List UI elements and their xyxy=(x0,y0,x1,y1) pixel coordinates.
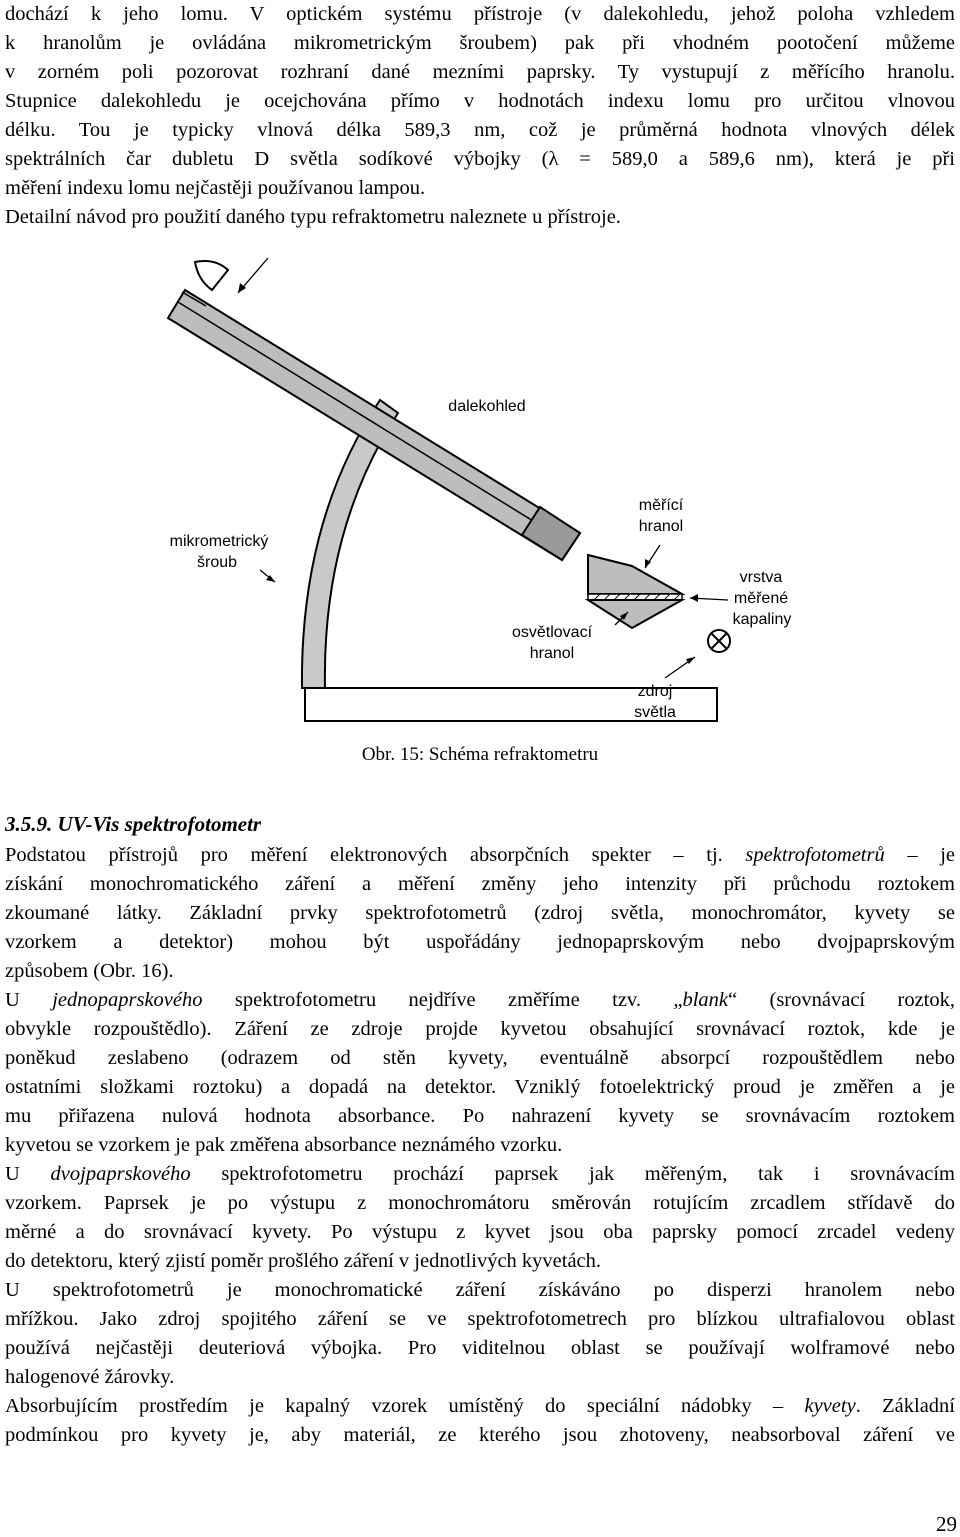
text-segment: poněkud zeslabeno (odrazem od stěn kyvety, eventuálně absorpcí rozpouštědlem nebo xyxy=(5,1047,955,1069)
text-line xyxy=(5,841,955,870)
section-title: UV-Vis spektrofotometr xyxy=(57,812,262,836)
text-segment: – je xyxy=(884,844,955,866)
eyepiece xyxy=(195,261,228,290)
refractometer-diagram xyxy=(150,255,800,725)
label-light-source: zdroj xyxy=(637,683,673,700)
text-segment: zkoumané látky. Základní prvky spektrofotometrů (zdroj světla, monochromátor, kyvety se xyxy=(5,902,955,924)
text-line xyxy=(5,1247,955,1276)
label-liquid-layer: vrstva xyxy=(739,569,783,586)
text-line: Stupnice dalekohledu je ocejchována přímo v hodnotách indexu lomu pro určitou vlnovou xyxy=(5,90,955,112)
italic-term: spektrofotometrů xyxy=(745,844,885,866)
text-segment: získání monochromatického záření a měření změny jeho intenzity při průchodu roztokem xyxy=(5,873,955,895)
text-segment: mu přiřazena nulová hodnota absorbance. Po nahrazení kyvety se srovnávacím roztokem xyxy=(5,1105,955,1127)
text-line xyxy=(5,986,955,1015)
text-line xyxy=(5,1218,955,1247)
text-segment: U xyxy=(5,989,53,1011)
text-segment: Podstatou přístrojů pro měření elektronových absorpčních spekter – tj. xyxy=(5,844,746,866)
text-segment: vzorkem a detektor) mohou být uspořádány jednopaprskovým nebo dvojpaprskovým xyxy=(5,931,955,953)
text-line: délku. Tou je typicky vlnová délka 589,3 nm, což je průměrná hodnota vlnových délek xyxy=(5,119,955,141)
text-segment: spektrofotometru prochází paprsek jak měřeným, tak i srovnávacím xyxy=(190,1163,956,1185)
label-telescope: dalekohled xyxy=(448,398,526,415)
text-line xyxy=(5,928,955,957)
text-line: dochází k jeho lomu. V optickém systému přístroje (v dalekohledu, jehož poloha vzhledem xyxy=(5,3,955,25)
text-line xyxy=(5,899,955,928)
text-line: měření indexu lomu nejčastěji používanou lampou. xyxy=(5,177,426,199)
text-line xyxy=(5,1102,955,1131)
section-heading xyxy=(5,812,261,837)
label-micrometer-screw: šroub xyxy=(196,554,238,571)
text-segment: do detektoru, který zjistí poměr prošlého záření v jednotlivých kyvetách. xyxy=(5,1250,602,1272)
body-text xyxy=(5,841,955,1450)
text-line xyxy=(5,1334,955,1363)
text-line xyxy=(5,1073,955,1102)
light-source-icon xyxy=(708,630,730,652)
label-measuring-prism: hranol xyxy=(638,518,684,535)
text-segment: U xyxy=(5,1163,51,1185)
measuring-prism xyxy=(588,555,682,594)
figure-caption: Obr. 15: Schéma refraktometru xyxy=(361,744,599,765)
label-light-source: světla xyxy=(634,704,676,721)
telescope-tube xyxy=(168,290,580,560)
text-segment: “ (srovnávací roztok, xyxy=(728,989,955,1011)
text-line: spektrálních čar dubletu D světla sodíkové výbojky (λ = 589,0 a 589,6 nm), která je při xyxy=(5,148,955,170)
label-illuminating-prism: hranol xyxy=(529,645,575,662)
text-segment: podmínkou pro kyvety je, aby materiál, ze kterého jsou zhotoveny, neabsorboval záření ve xyxy=(5,1424,955,1446)
text-line xyxy=(5,1160,955,1189)
section-number: 3.5.9. xyxy=(5,812,53,836)
text-line: v zorném poli pozorovat rozhraní dané mezními paprsky. Ty vystupují z měřícího hranolu. xyxy=(5,61,955,83)
illuminating-prism xyxy=(588,600,682,628)
text-line xyxy=(5,1015,955,1044)
italic-term: blank xyxy=(682,989,728,1011)
text-line: k hranolům je ovládána mikrometrickým šroubem) pak při vhodném pootočení můžeme xyxy=(5,32,955,54)
text-line xyxy=(5,1189,955,1218)
text-line xyxy=(5,1276,955,1305)
text-segment: způsobem (Obr. 16). xyxy=(5,960,174,982)
text-line xyxy=(5,1392,955,1421)
text-line xyxy=(5,1305,955,1334)
text-segment: měrné a do srovnávací kyvety. Po výstupu z kyvet jsou oba paprsky pomocí zrcadel vedeny xyxy=(5,1221,955,1243)
text-segment: halogenové žárovky. xyxy=(5,1366,175,1388)
text-line xyxy=(5,1131,955,1160)
italic-term: dvojpaprskového xyxy=(50,1163,191,1185)
italic-term: kyvety xyxy=(804,1395,856,1417)
text-segment: obvykle rozpouštědlo). Záření ze zdroje projde kyvetou obsahující srovnávací roztok, kde je xyxy=(5,1018,955,1040)
text-segment: ostatními složkami roztoku) a dopadá na detektor. Vzniklý fotoelektrický proud je změřen a je xyxy=(5,1076,955,1098)
text-line xyxy=(5,1421,955,1450)
text-segment: kyvetou se vzorkem je pak změřena absorbance neznámého vzorku. xyxy=(5,1134,563,1156)
text-line: Detailní návod pro použití daného typu refraktometru naleznete u přístroje. xyxy=(5,206,621,228)
label-measuring-prism: měřící xyxy=(638,497,684,514)
text-segment: Absorbujícím prostředím je kapalný vzorek umístěný do speciální nádobky – xyxy=(5,1395,805,1417)
page-number: 29 xyxy=(936,1512,957,1536)
italic-term: jednopaprskového xyxy=(52,989,203,1011)
text-segment: mřížkou. Jako zdroj spojitého záření se ve spektrofotometrech pro blízkou ultrafialovou oblast xyxy=(5,1308,955,1330)
instruction-paragraph xyxy=(5,203,955,232)
text-segment: . Základní xyxy=(855,1395,955,1417)
label-micrometer-screw: mikrometrický xyxy=(169,533,269,550)
text-line xyxy=(5,957,955,986)
label-liquid-layer: kapaliny xyxy=(732,611,792,628)
text-segment: U spektrofotometrů je monochromatické záření získáváno po disperzi hranolem nebo xyxy=(5,1279,955,1301)
text-line xyxy=(5,1044,955,1073)
text-line xyxy=(5,1363,955,1392)
text-segment: vzorkem. Paprsek je po výstupu z monochromátoru směrován rotujícím zrcadlem střídavě do xyxy=(5,1192,955,1214)
label-liquid-layer: měřené xyxy=(733,590,789,607)
text-segment: spektrofotometru nejdříve změříme tzv. „ xyxy=(202,989,683,1011)
label-illuminating-prism: osvětlovací xyxy=(511,624,593,641)
text-line xyxy=(5,870,955,899)
text-segment: používá nejčastěji deuteriová výbojka. Pro viditelnou oblast se používají wolframové nebo xyxy=(5,1337,955,1359)
intro-paragraph xyxy=(5,0,955,203)
